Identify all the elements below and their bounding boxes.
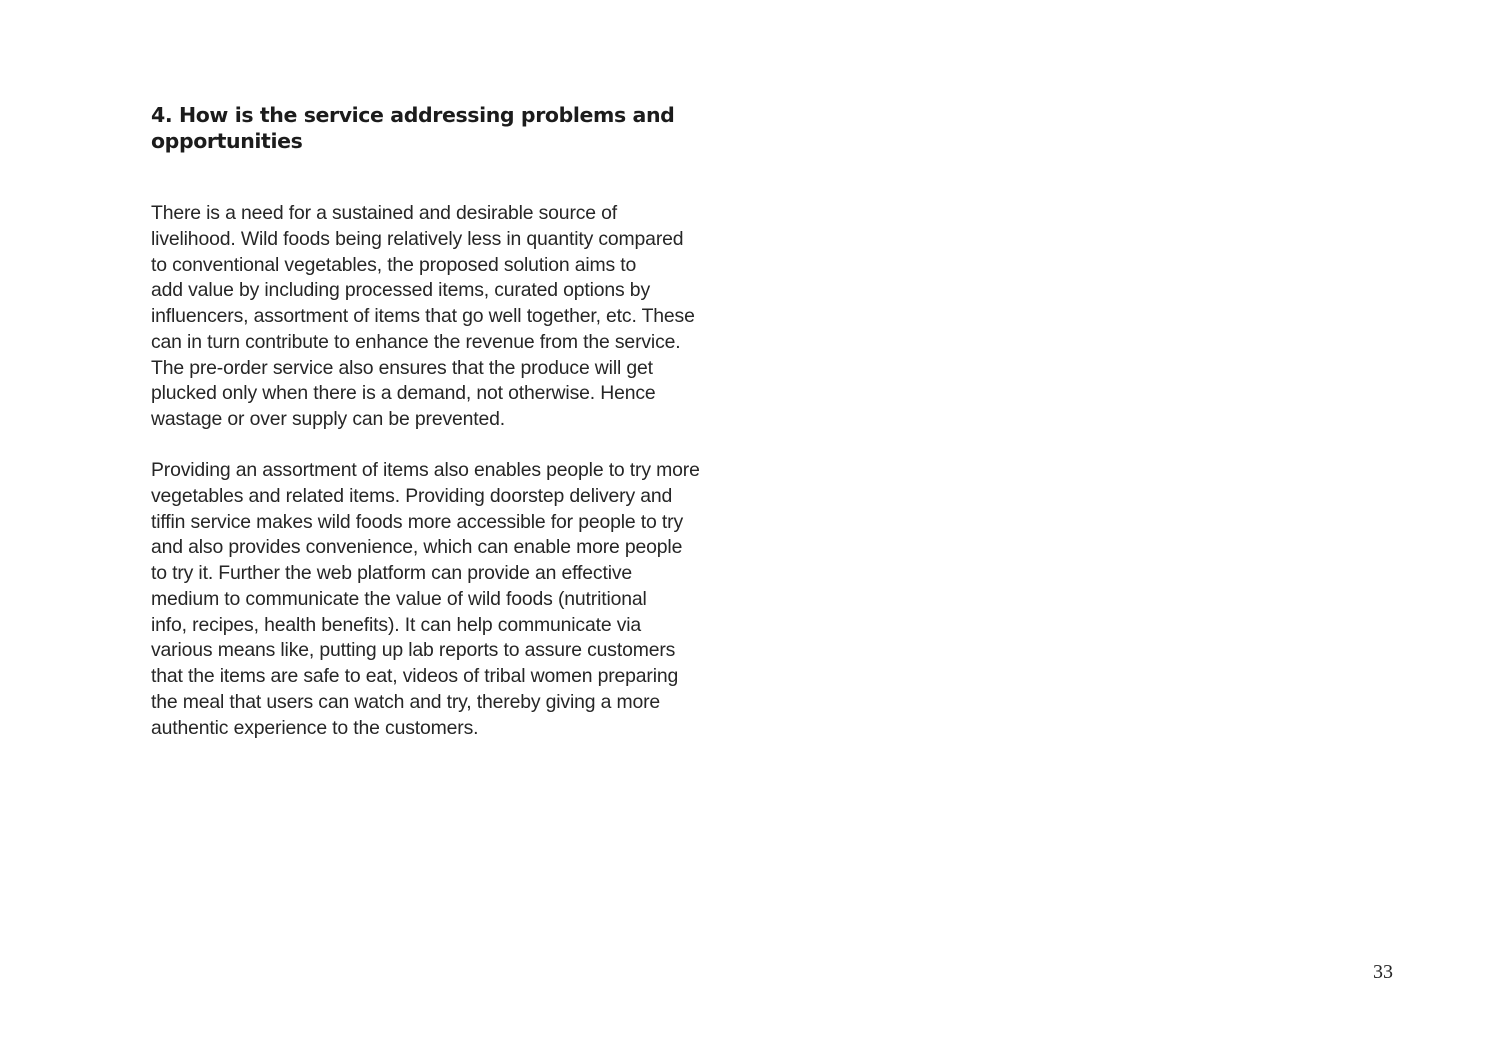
body-paragraph-1 [151, 201, 791, 433]
paragraph-line: tiffin service makes wild foods more accessible for people to try [151, 510, 683, 533]
paragraph-line: to try it. Further the web platform can provide an effective [151, 562, 633, 584]
paragraph-line: various means like, putting up lab reports to assure customers [151, 639, 676, 662]
paragraph-line: influencers, assortment of items that go well together, etc. These [151, 305, 695, 327]
heading-line: 4. How is the service addressing problems and [151, 103, 675, 127]
paragraph-line: There is a need for a sustained and desirable source of [151, 202, 618, 224]
paragraph-line: info, recipes, health benefits). It can help communicate via [151, 613, 642, 636]
paragraph-line: that the items are safe to eat, videos of tribal women preparing [151, 665, 679, 687]
paragraph-line: vegetables and related items. Providing doorstep delivery and [151, 484, 673, 507]
paragraph-line: and also provides convenience, which can enable more people [151, 536, 683, 559]
paragraph-line: Providing an assortment of items also enables people to try more [151, 459, 700, 481]
paragraph-line: medium to communicate the value of wild foods (nutritional [151, 587, 647, 610]
paragraph-line: plucked only when there is a demand, not otherwise. Hence [151, 382, 656, 405]
heading-line: opportunities [151, 129, 303, 153]
paragraph-line: livelihood. Wild foods being relatively less in quantity compared [151, 227, 684, 250]
paragraph-line: to conventional vegetables, the proposed solution aims to [151, 253, 637, 276]
paragraph-line: The pre-order service also ensures that the produce will get [151, 356, 653, 379]
body-paragraph-2 [151, 458, 791, 741]
paragraph-line: wastage or over supply can be prevented. [151, 408, 506, 430]
paragraph-line: can in turn contribute to enhance the revenue from the service. [151, 330, 681, 353]
section-heading [151, 102, 711, 154]
paragraph-line: authentic experience to the customers. [151, 716, 479, 739]
paragraph-line: add value by including processed items, curated options by [151, 279, 650, 302]
paragraph-line: the meal that users can watch and try, thereby giving a more [151, 690, 661, 713]
page-number: 33 [1373, 961, 1393, 983]
